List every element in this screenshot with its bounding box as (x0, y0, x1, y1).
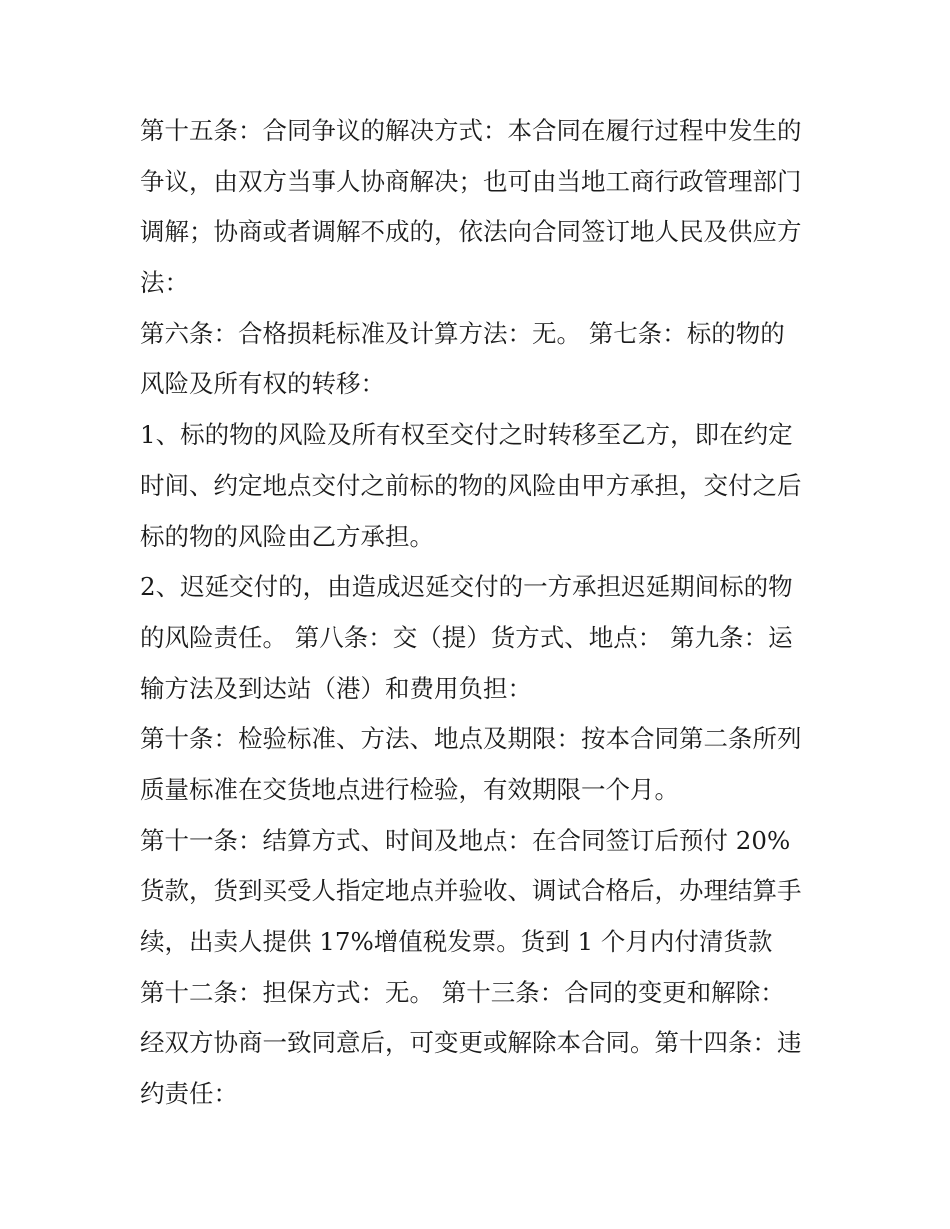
text-line: 调解；协商或者调解不成的，依法向合同签订地人民及供应方 (140, 217, 802, 247)
contract-text (140, 106, 820, 1120)
text-line: 风险及所有权的转移： (140, 369, 385, 399)
text-line: 第十二条：担保方式：无。 第十三条：合同的变更和解除： (140, 977, 785, 1007)
text-line: 法： (140, 268, 189, 298)
text-line: 第十一条：结算方式、时间及地点：在合同签订后预付 20% (140, 825, 791, 855)
text-line: 输方法及到达站（港）和费用负担： (140, 673, 532, 703)
text-line: 质量标准在交货地点进行检验，有效期限一个月。 (140, 774, 679, 804)
text-line: 标的物的风险由乙方承担。 (140, 521, 434, 551)
text-line: 第十条：检验标准、方法、地点及期限：按本合同第二条所列 (140, 724, 802, 754)
text-line: 争议，由双方当事人协商解决；也可由当地工商行政管理部门 (140, 166, 802, 196)
text-line: 约责任： (140, 1079, 238, 1109)
text-line: 1、标的物的风险及所有权至交付之时转移至乙方，即在约定 (140, 420, 793, 450)
text-line: 2、迟延交付的，由造成迟延交付的一方承担迟延期间标的物 (140, 572, 793, 602)
text-line: 的风险责任。 第八条：交（提）货方式、地点： 第九条：运 (140, 622, 793, 652)
text-line: 续，出卖人提供 17%增值税发票。货到 1 个月内付清货款 (140, 927, 773, 956)
text-line: 货款，货到买受人指定地点并验收、调试合格后，办理结算手 (140, 876, 802, 906)
text-line: 时间、约定地点交付之前标的物的风险由甲方承担，交付之后 (140, 470, 802, 500)
text-line: 经双方协商一致同意后，可变更或解除本合同。第十四条：违 (140, 1028, 802, 1058)
text-line: 第十五条：合同争议的解决方式：本合同在履行过程中发生的 (140, 116, 802, 145)
text-line: 第六条：合格损耗标准及计算方法：无。 第七条：标的物的 (140, 318, 785, 348)
